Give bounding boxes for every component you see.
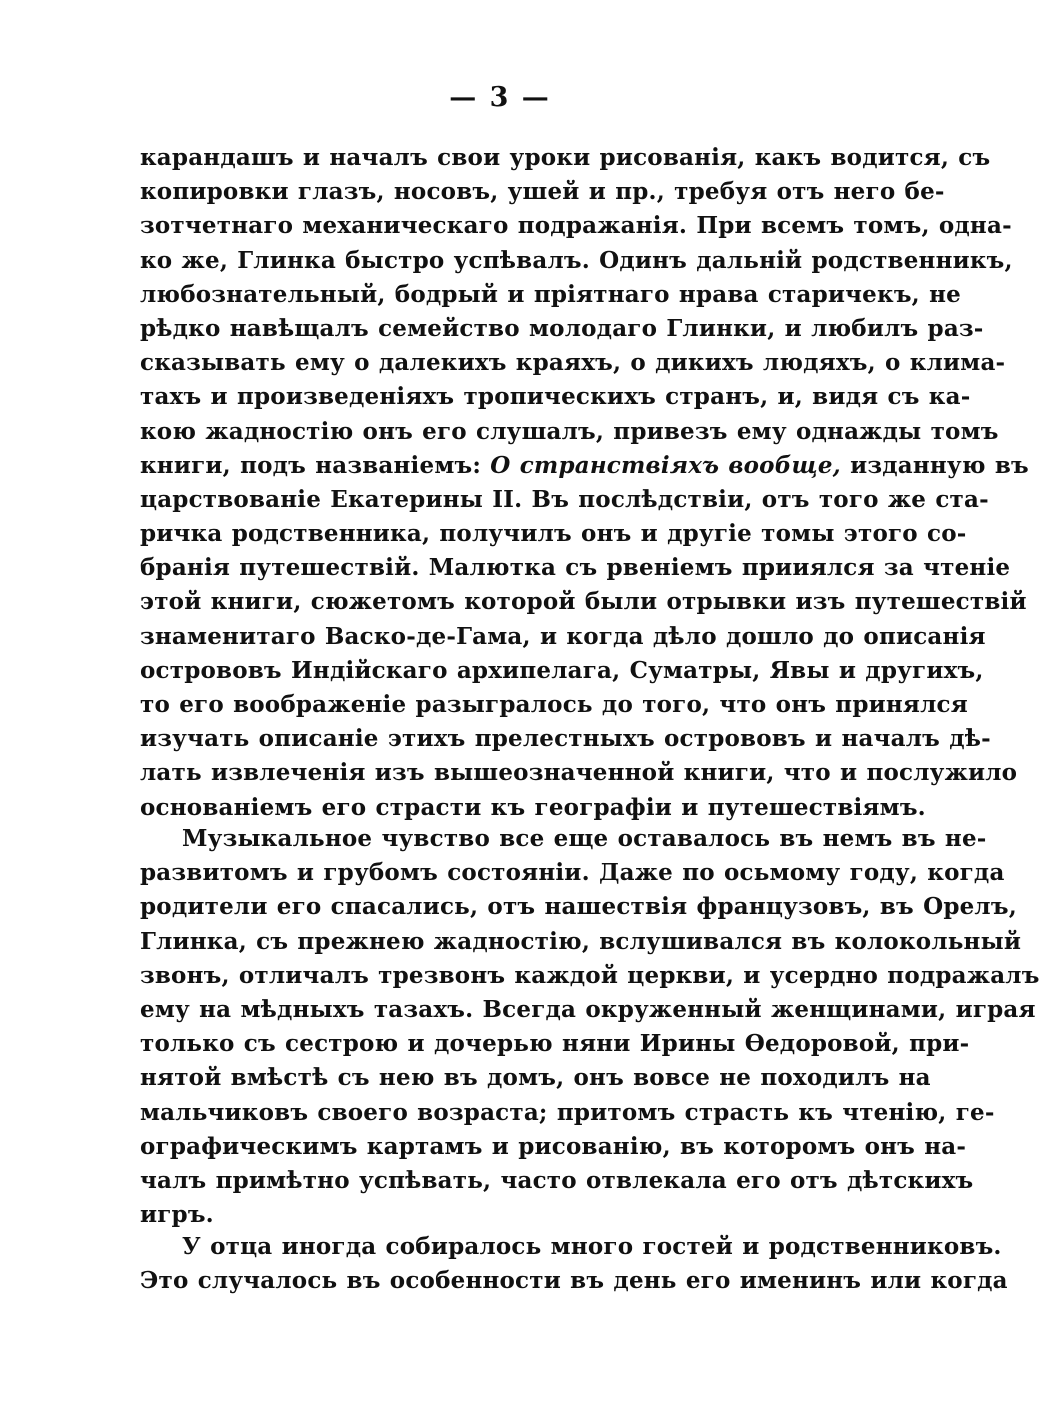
text-line: этой книги, сюжетомъ которой были отрывки изъ путешествій: [140, 588, 1027, 616]
text-line: лать извлеченія изъ вышеозначенной книги, что и послужило: [140, 759, 1018, 787]
text-line: знаменитаго Васко-де-Гама, и когда дѣло дошло до описанія: [140, 622, 986, 650]
text-line: родители его спасались, отъ нашествія французовъ, въ Орелъ,: [140, 893, 1017, 921]
text-line: мальчиковъ своего возраста; притомъ страсть къ чтенію, ге-: [140, 1098, 995, 1126]
text-line: царствованіе Екатерины II. Въ послѣдствіи, отъ того же ста-: [140, 485, 989, 513]
text-line: сказывать ему о далекихъ краяхъ, о дикихъ людяхъ, о клима-: [140, 349, 1006, 377]
text-line: ему на мѣдныхъ тазахъ. Всегда окруженный женщинами, играя: [140, 995, 1036, 1023]
book-title: О странствіяхъ вообще,: [490, 451, 841, 479]
text-line: карандашъ и началъ свои уроки рисованія, какъ водится, съ: [140, 144, 991, 171]
text-line: основаніемъ его страсти къ географіи и путешествіямъ.: [140, 793, 926, 821]
text-line-with-book-title: [140, 449, 1029, 483]
text-line: звонъ, отличалъ трезвонъ каждой церкви, и усердно подражалъ: [140, 961, 1040, 989]
text-line: чалъ примѣтно успѣвать, часто отвлекала его отъ дѣтскихъ: [140, 1166, 974, 1194]
text-line: У отца иногда собиралось много гостей и родственниковъ.: [182, 1233, 1002, 1260]
text-line: Музыкальное чувство все еще оставалось въ немъ въ не-: [182, 825, 987, 852]
paragraph-2: [140, 822, 1040, 1232]
text-line: рѣдко навѣщалъ семейство молодаго Глинки, и любилъ раз-: [140, 314, 984, 342]
text-line: ографическимъ картамъ и рисованію, въ которомъ онъ на-: [140, 1132, 967, 1160]
paragraph-3: [140, 1230, 1008, 1298]
text-line: игръ.: [140, 1201, 214, 1229]
text-segment: книги, подъ названіемъ:: [140, 451, 491, 479]
text-segment: изданную въ: [840, 451, 1029, 479]
text-line: ричка родственника, получилъ онъ и другіе томы этого со-: [140, 520, 967, 548]
text-line: только съ сестрою и дочерью няни Ирины Ѳедоровой, при-: [140, 1030, 970, 1058]
text-line: кою жадностію онъ его слушалъ, привезъ ему однажды томъ: [140, 417, 999, 445]
text-line: нятой вмѣстѣ съ нею въ домъ, онъ вовсе не походилъ на: [140, 1064, 931, 1092]
text-line: развитомъ и грубомъ состояніи. Даже по осьмому году, когда: [140, 859, 1005, 887]
text-line: зотчетнаго механическаго подражанія. При всемъ томъ, одна-: [140, 212, 1012, 240]
text-line: любознательный, бодрый и пріятнаго нрава старичекъ, не: [140, 280, 961, 308]
paragraph-1: [140, 141, 1029, 825]
text-line: ко же, Глинка быстро успѣвалъ. Одинъ дальній родственникъ,: [140, 246, 1013, 274]
text-line: бранія путешествій. Малютка съ рвеніемъ прииялся за чтеніе: [140, 554, 1011, 582]
text-line: острововъ Индійскаго архипелага, Суматры, Явы и другихъ,: [140, 656, 984, 684]
text-line: тахъ и произведеніяхъ тропическихъ странъ, и, видя съ ка-: [140, 383, 971, 411]
text-line: Это случалось въ особенности въ день его именинъ или когда: [140, 1267, 1008, 1295]
text-line: копировки глазъ, носовъ, ушей и пр., требуя отъ него бе-: [140, 178, 945, 206]
page-number: — 3 —: [449, 82, 551, 113]
text-line: изучать описаніе этихъ прелестныхъ острововъ и началъ дѣ-: [140, 725, 991, 753]
text-line: то его воображеніе разыгралось до того, что онъ принялся: [140, 691, 968, 718]
text-line: Глинка, съ прежнею жадностію, вслушивался въ колокольный: [140, 927, 1022, 955]
